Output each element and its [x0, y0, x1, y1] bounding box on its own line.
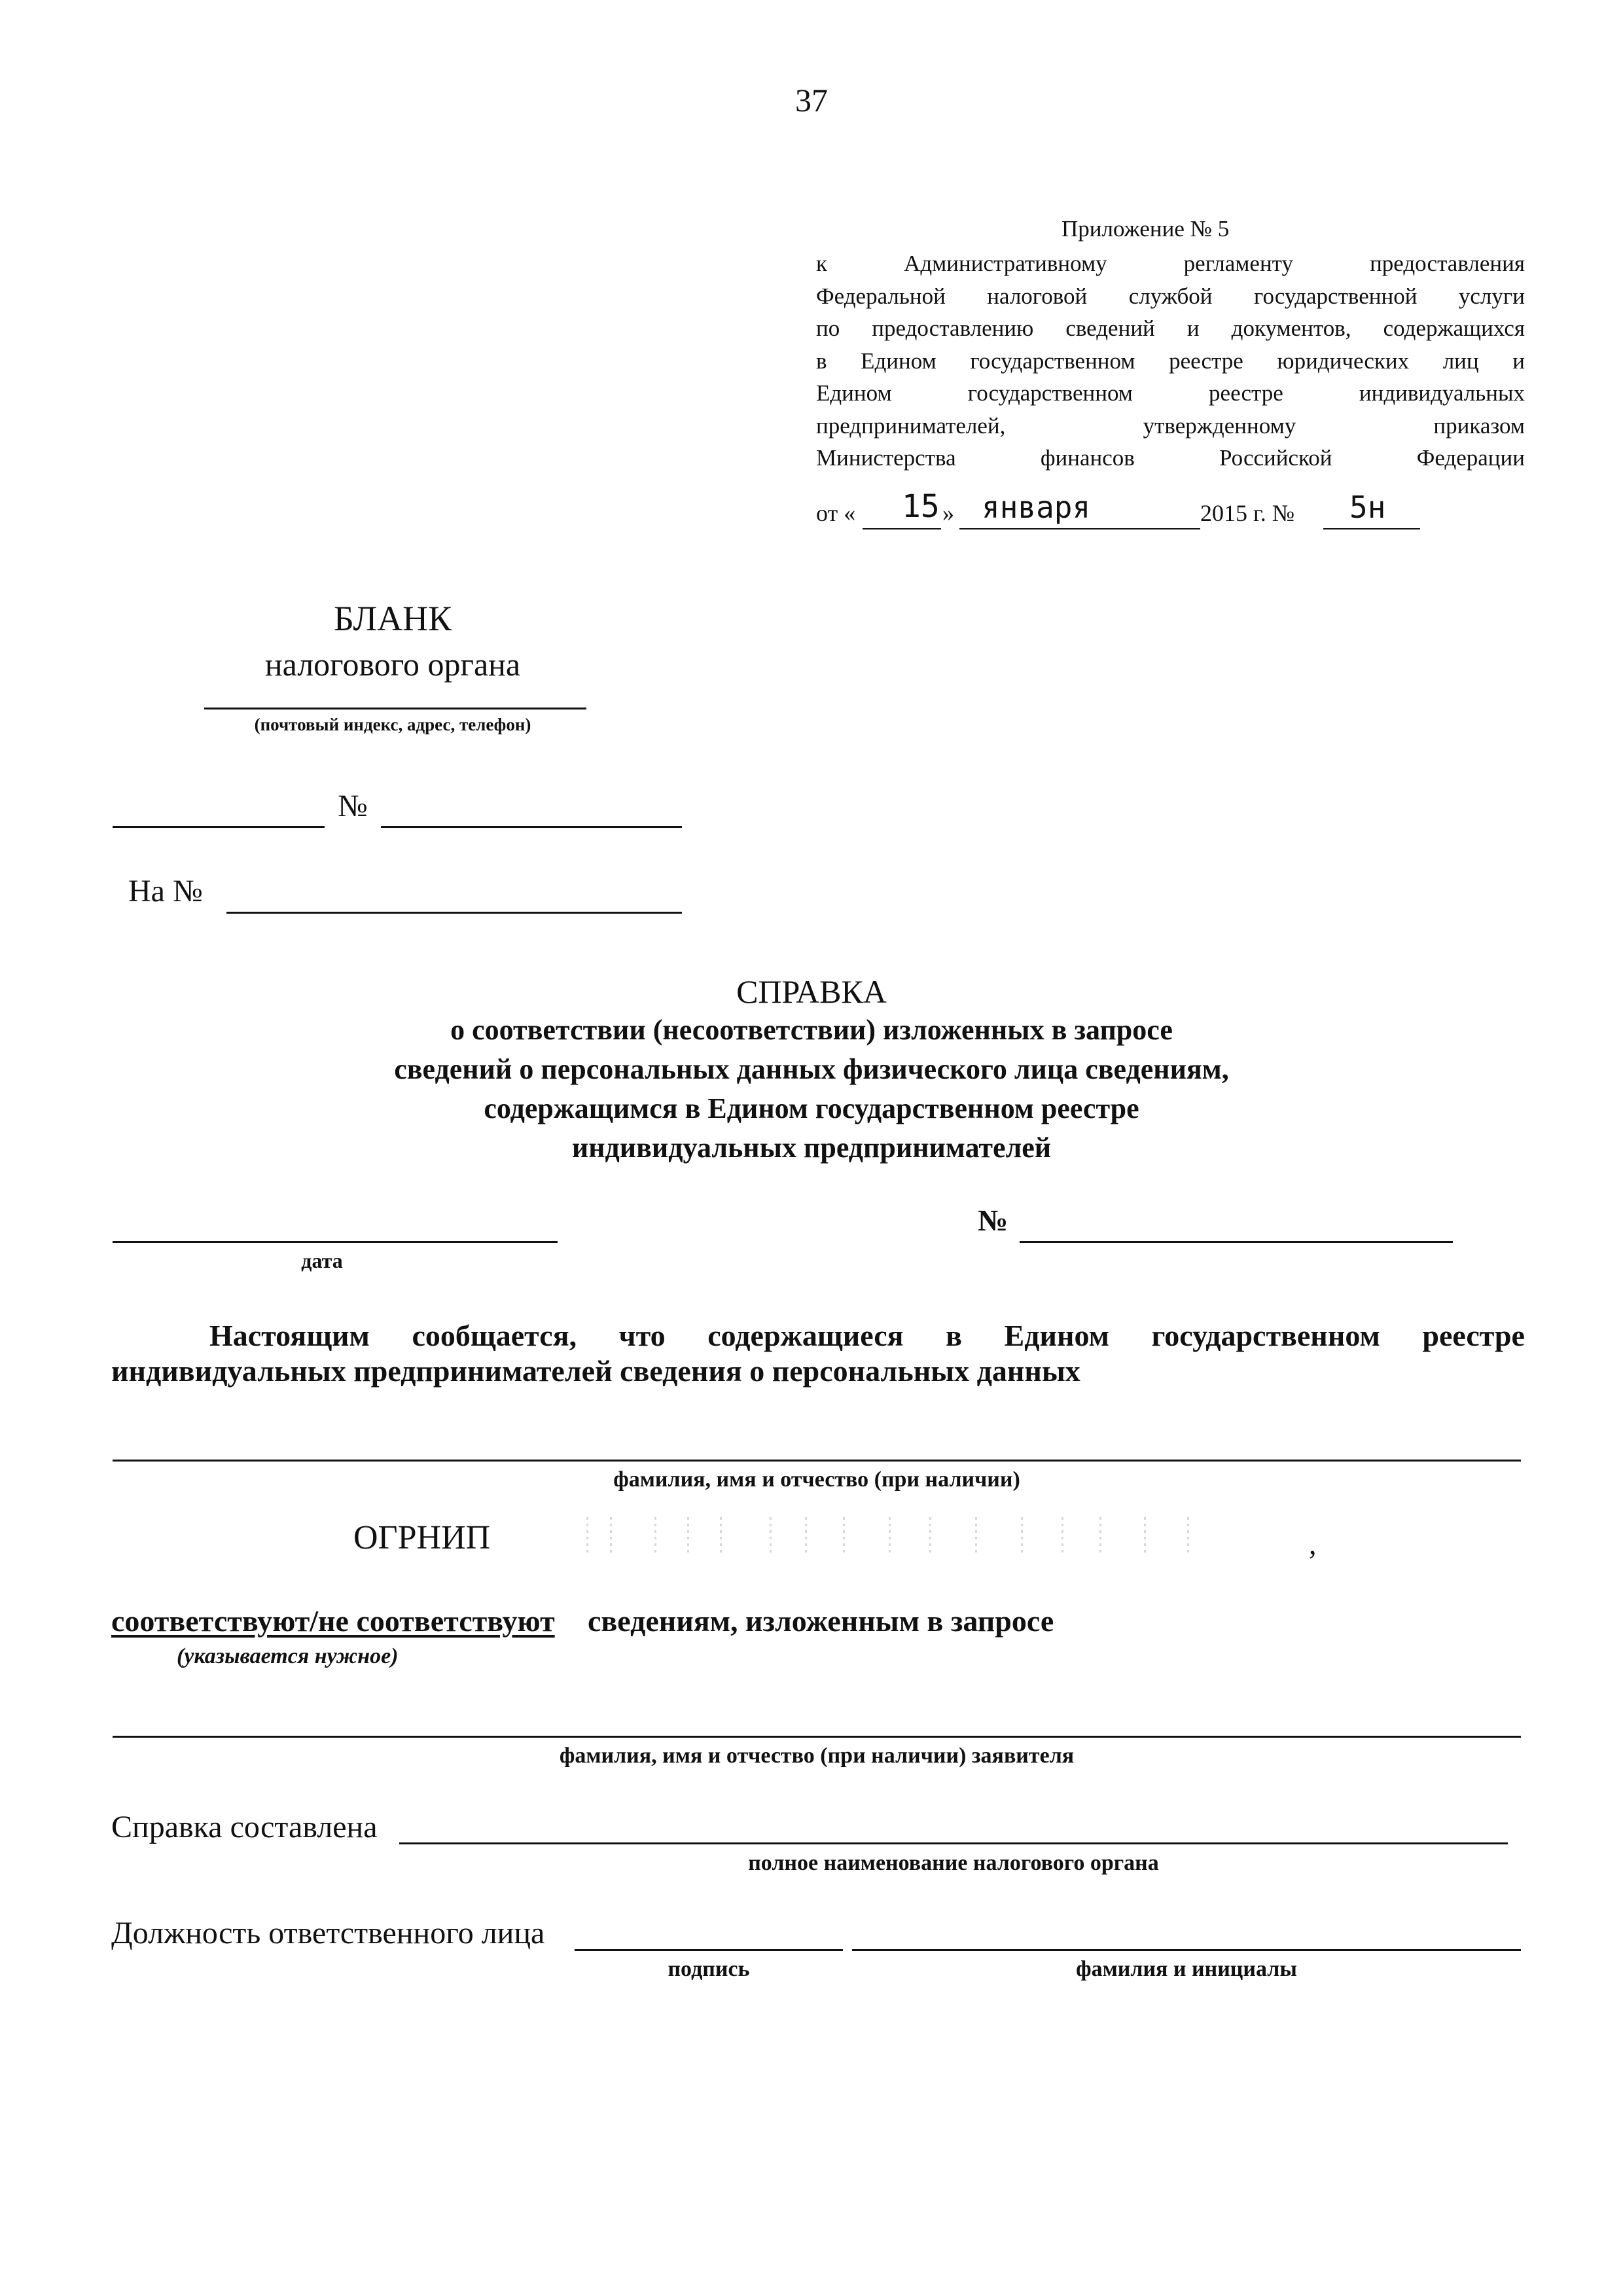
- appendix-word: государственной: [1253, 283, 1418, 309]
- ogrnip-label: ОГРНИП: [353, 1519, 491, 1556]
- appendix-word: по: [816, 315, 840, 341]
- certificate-date-caption: дата: [301, 1249, 343, 1272]
- outgoing-no-label: №: [338, 789, 368, 823]
- appendix-word: индивидуальных: [1359, 380, 1525, 406]
- appendix-line: [816, 345, 1525, 378]
- page-number: 37: [795, 82, 828, 118]
- appendix-word: документов,: [1231, 315, 1351, 341]
- date-close: »: [942, 500, 954, 526]
- appendix-word: в: [816, 348, 827, 374]
- appendix-word: Федерации: [1416, 445, 1525, 471]
- date-month-line: [959, 528, 1200, 529]
- appendix-word: предоставления: [1370, 251, 1525, 276]
- paragraph-word: государственном: [1151, 1319, 1380, 1352]
- ogrnip-redacted-value: [576, 1517, 1283, 1556]
- appendix-body: [816, 247, 1525, 475]
- applicant-line: [113, 1736, 1521, 1738]
- outgoing-number-line: [381, 826, 682, 828]
- paragraph-word: Едином: [1004, 1319, 1109, 1352]
- certificate-no-label: №: [978, 1204, 1008, 1237]
- certificate-title: СПРАВКА: [736, 973, 887, 1010]
- appendix-word: государственном: [970, 348, 1135, 374]
- certificate-number-line: [1020, 1241, 1453, 1243]
- blank-caption: (почтовый индекс, адрес, телефон): [254, 715, 531, 734]
- appendix-word: налоговой: [987, 283, 1088, 309]
- match-rest: сведениям, изложенным в запросе: [588, 1604, 1054, 1638]
- appendix-word: Едином: [816, 380, 892, 406]
- date-month: января: [982, 490, 1091, 525]
- appendix-word: и: [1512, 348, 1525, 374]
- paragraph-word: сообщается,: [412, 1319, 577, 1352]
- appendix-word: Федеральной: [816, 283, 946, 309]
- appendix-word: приказом: [1433, 412, 1525, 439]
- appendix-word: утвержденному: [1143, 412, 1296, 439]
- appendix-word: юридических: [1277, 348, 1410, 374]
- paragraph-word: реестре: [1422, 1319, 1525, 1352]
- appendix-word: службой: [1128, 283, 1213, 309]
- date-day-line: [863, 528, 941, 529]
- appendix-line: [816, 312, 1525, 345]
- initials-caption: фамилия и инициалы: [1076, 1957, 1297, 1981]
- appendix-word: Едином: [861, 348, 936, 374]
- date-day: 15: [902, 488, 940, 525]
- signature-line: [575, 1949, 843, 1951]
- appendix-word: финансов: [1040, 445, 1135, 471]
- appendix-line: [816, 410, 1525, 442]
- date-number: 5н: [1349, 490, 1386, 525]
- appendix-line: [816, 247, 1525, 280]
- paragraph-word: что: [618, 1319, 666, 1352]
- certificate-subtitle-line: сведений о персональных данных физического лица сведениям,: [394, 1053, 1229, 1085]
- appendix-word: реестре: [1169, 348, 1243, 374]
- signature-caption: подпись: [668, 1957, 750, 1981]
- blank-address-line: [204, 708, 586, 709]
- appendix-word: предоставлению: [872, 315, 1034, 341]
- certificate-date-line: [113, 1241, 558, 1243]
- reply-to-line: [226, 912, 682, 914]
- match-hint: (указывается нужное): [177, 1644, 399, 1668]
- fio-caption: фамилия, имя и отчество (при наличии): [613, 1467, 1020, 1492]
- appendix-word: лиц: [1442, 348, 1479, 374]
- position-label: Должность ответственного лица: [111, 1916, 545, 1950]
- appendix-line: [816, 442, 1525, 475]
- paragraph-word: содержащиеся: [707, 1319, 904, 1352]
- appendix-title: Приложение № 5: [1061, 216, 1230, 242]
- appendix-word: Административному: [904, 251, 1107, 276]
- date-prefix: от «: [816, 500, 856, 526]
- appendix-word: сведений: [1065, 315, 1155, 341]
- appendix-word: и: [1186, 315, 1200, 341]
- paragraph-word: Настоящим: [209, 1319, 370, 1352]
- appendix-word: предпринимателей,: [816, 412, 1006, 439]
- appendix-word: Российской: [1219, 445, 1332, 471]
- appendix-word: реестре: [1209, 380, 1283, 406]
- compiled-label: Справка составлена: [111, 1810, 378, 1844]
- appendix-word: содержащихся: [1383, 315, 1525, 341]
- certificate-subtitle-line: о соответствии (несоответствии) изложенных в запросе: [450, 1014, 1173, 1046]
- appendix-line: [816, 377, 1525, 410]
- appendix-word: к: [816, 251, 828, 276]
- compiled-line: [399, 1842, 1508, 1844]
- initials-line: [852, 1949, 1521, 1951]
- match-choice: соответствуют/не соответствуют: [111, 1604, 555, 1638]
- ogrnip-comma: ,: [1309, 1527, 1317, 1560]
- appendix-word: государственном: [967, 380, 1133, 406]
- paragraph-line-1: [209, 1318, 1525, 1353]
- outgoing-date-line: [113, 826, 325, 828]
- reply-to-label: На №: [128, 874, 203, 908]
- appendix-word: Министерства: [816, 445, 956, 471]
- fio-line: [113, 1460, 1521, 1462]
- paragraph-word: в: [946, 1319, 962, 1352]
- applicant-caption: фамилия, имя и отчество (при наличии) заявителя: [559, 1744, 1075, 1768]
- certificate-subtitle-line: содержащимся в Едином государственном реестре: [484, 1092, 1139, 1124]
- appendix-line: [816, 280, 1525, 313]
- blank-subtitle: налогового органа: [264, 646, 521, 683]
- date-number-line: [1323, 528, 1420, 529]
- date-year: 2015 г. №: [1200, 500, 1295, 526]
- compiled-caption: полное наименование налогового органа: [748, 1851, 1159, 1875]
- paragraph-line-2: индивидуальных предпринимателей сведения о персональных данных: [111, 1354, 1080, 1388]
- appendix-word: услуги: [1458, 283, 1525, 309]
- appendix-word: регламенту: [1183, 251, 1294, 276]
- blank-title: БЛАНК: [333, 599, 452, 638]
- certificate-subtitle-line: индивидуальных предпринимателей: [571, 1132, 1052, 1164]
